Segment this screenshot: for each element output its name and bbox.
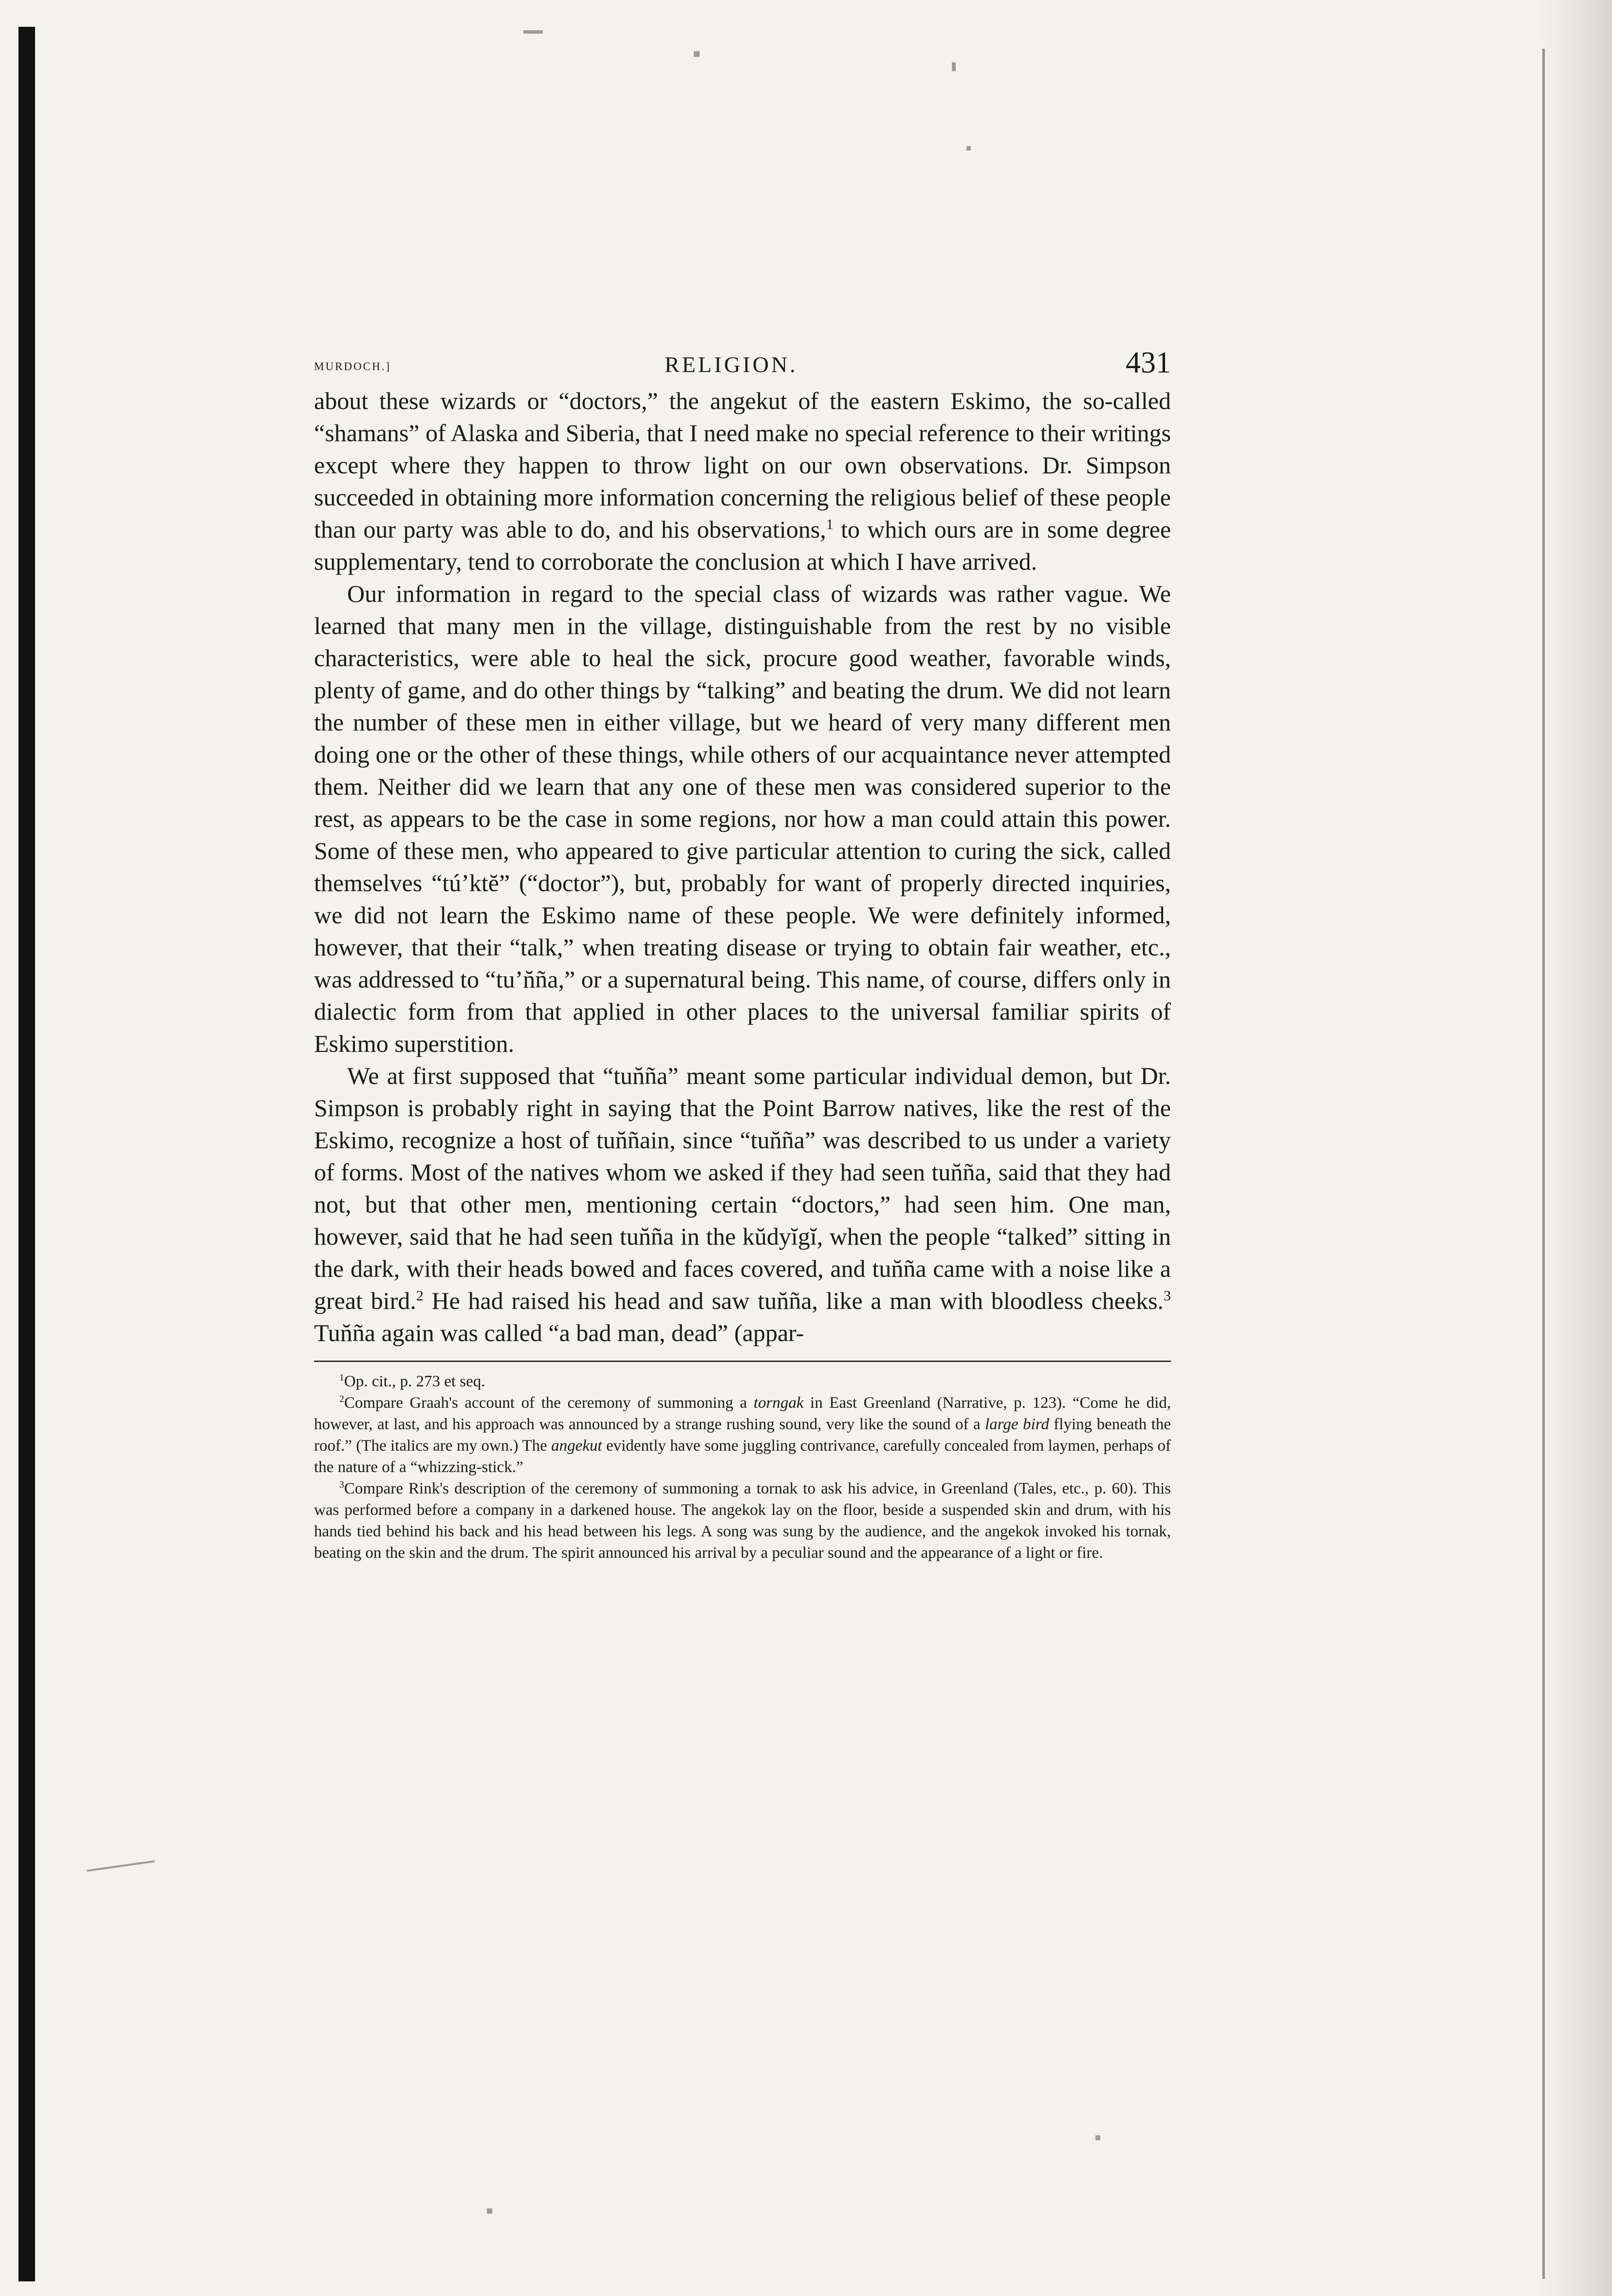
scan-speck — [487, 2208, 492, 2214]
footnote-ref-2: 2 — [416, 1288, 424, 1304]
paragraph-3: We at first supposed that “tun̆ña” meant some particular individual demon, but Dr. Simpson is probably right in saying that the Point Barrow natives, like the rest of the Eskimo, recognize a host of tun̆ñain, since “tun̆ña” was described to us under a variety of forms. Most of the natives whom we asked if they had seen tun̆ña, said that they had not, but that other men, mentioning certain “doctors,” had seen him. One man, however, said that he had seen tun̆ña in the kŭdyĭgĭ, when the people “talked” sitting in the dark, with their heads bowed and faces covered, and tun̆ña came with a noise like a great bird.$^2$ He had raised his head and saw tun̆ña, like a man with bloodless cheeks.$^3$ Tun̆ña again was called “a bad man, dead” (appar- — [314, 1062, 1171, 1346]
footnote-divider — [314, 1361, 1171, 1362]
scan-speck — [523, 30, 543, 34]
paragraph-1: about these wizards or “doctors,” the angekut of the eastern Eskimo, the so-called “shamans” of Alaska and Siberia, that I need make no special reference to their writings except where they happen to throw light on our own observations. Dr. Simpson succeeded in obtaining more information concerning the religious belief of these people than our party was able to do, and his observations,$^1$ to which ours are in some degree supplementary, tend to corroborate the conclusion at which I have arrived. — [314, 387, 1171, 575]
scan-speck — [694, 51, 700, 57]
running-head-author: MURDOCH.] — [314, 360, 391, 373]
footnote-1: $^1$Op. cit., p. 273 et seq. — [339, 1372, 485, 1390]
footnote-ref-3: 3 — [1164, 1288, 1171, 1304]
running-head-title: RELIGION. — [665, 352, 798, 377]
scan-pencil-mark — [87, 1860, 154, 1871]
scan-speck — [966, 146, 971, 150]
paragraph-2: Our information in regard to the special class of wizards was rather vague. We learned that many men in the village, distinguishable from the rest by no visible characteristics, were able to heal the sick, procure good weather, favorable winds, plenty of game, and do other things by “talking” and beating the drum. We did not learn the number of these men in either village, but we heard of very many different men doing one or the other of these things, while others of our acquaintance never attempted them. Neither did we learn that any one of these men was considered superior to the rest, as appears to be the case in some regions, nor how a man could attain this power. Some of these men, who appeared to give particular attention to curing the sick, called themselves “túʼktĕ” (“doctor”), but, probably for want of properly directed inquiries, we did not learn the Eskimo name of these people. We were definitely informed, however, that their “talk,” when treating disease or trying to obtain fair weather, etc., was addressed to “tuʼn̆ña,” or a supernatural being. This name, of course, differs only in dialectic form from that applied in other places to the universal familiar spirits of Eskimo superstition. — [314, 580, 1171, 1057]
page-number: 431 — [1126, 346, 1171, 379]
footnote-ref-1: 1 — [826, 516, 834, 533]
running-head — [314, 341, 1171, 385]
footnote-3: $^3$Compare Rink's description of the ceremony of summoning a tornak to ask his advice, in Greenland (Tales, etc., p. 60). This was performed before a company in a darkened house. The angekok lay on the floor, beside a suspended skin and drum, with his hands tied behind his back and his head between his legs. A song was sung by the audience, and the angekok invoked his tornak, beating on the skin and the drum. The spirit announced his arrival by a peculiar sound and the appearance of a light or fire. — [314, 1479, 1171, 1562]
scan-binding-edge — [19, 27, 35, 2281]
document-page — [314, 341, 1171, 1564]
body-text — [314, 385, 1171, 1349]
scan-shadow — [1539, 0, 1612, 2296]
footnote-2: $^2$Compare Graah's account of the ceremony of summoning a torngak in East Greenland (Narrative, p. 123). “Come he did, however, at last, and his approach was announced by a strange rushing sound, very like the sound of a large bird flying beneath the roof.” (The italics are my own.) The angekut evidently have some juggling contrivance, carefully concealed from laymen, perhaps of the nature of a “whizzing-stick.” — [314, 1394, 1171, 1476]
footnotes — [314, 1371, 1171, 1564]
scan-speck — [952, 62, 956, 71]
scan-speck — [1095, 2135, 1100, 2140]
